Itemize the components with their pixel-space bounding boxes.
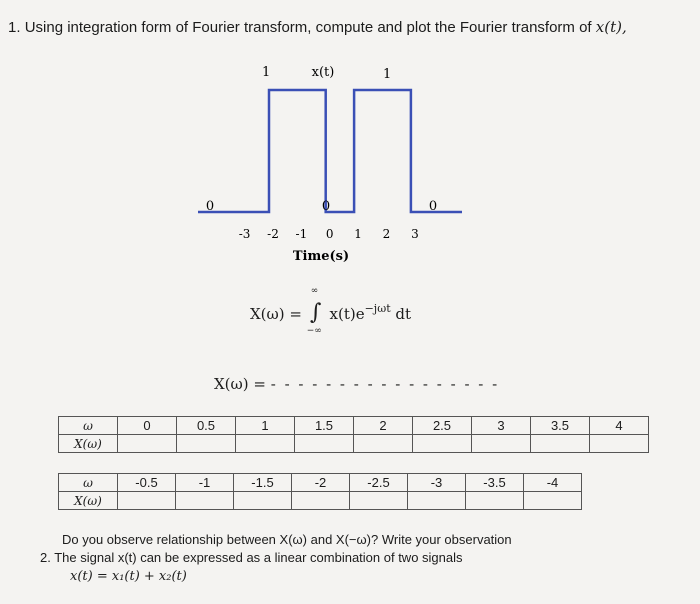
X-cell[interactable] xyxy=(354,435,413,453)
amplitude-label: 1 xyxy=(262,65,271,80)
x-tick-label: 3 xyxy=(411,227,419,241)
omega-cell: 3 xyxy=(472,417,531,435)
omega-cell: -4 xyxy=(524,474,582,492)
omega-cell: 4 xyxy=(590,417,649,435)
X-cell[interactable] xyxy=(118,492,176,510)
x-tick-label: -3 xyxy=(238,227,251,241)
omega-cell: 1 xyxy=(236,417,295,435)
question-2-text: The signal x(t) can be expressed as a linear combination of two signals xyxy=(54,550,463,565)
answer-blank: - - - - - - - - - - - - - - - - - xyxy=(270,375,500,393)
question-2 xyxy=(40,550,463,565)
omega-cell: 0 xyxy=(118,417,177,435)
table-header-omega: ω xyxy=(59,417,118,435)
X-cell[interactable] xyxy=(177,435,236,453)
omega-cell: -1.5 xyxy=(234,474,292,492)
fourier-integral-equation xyxy=(250,286,412,336)
X-cell[interactable] xyxy=(466,492,524,510)
X-cell[interactable] xyxy=(524,492,582,510)
question-1-number: 1. xyxy=(8,19,21,36)
X-cell[interactable] xyxy=(236,435,295,453)
integral-lower-limit: −∞ xyxy=(306,326,322,336)
question-2-number: 2. xyxy=(40,550,51,565)
x-tick-label: 1 xyxy=(354,227,362,241)
table-header-X: X(ω) xyxy=(59,492,118,510)
X-cell[interactable] xyxy=(292,492,350,510)
omega-cell: 1.5 xyxy=(295,417,354,435)
question-1-title xyxy=(8,18,627,36)
x-tick-label: -1 xyxy=(295,227,308,241)
plot-title: x(t) xyxy=(311,65,335,80)
X-cell[interactable] xyxy=(118,435,177,453)
blank-answer-equation xyxy=(214,375,499,393)
omega-cell: 3.5 xyxy=(531,417,590,435)
question-2-equation: x(t) = x₁(t) + x₂(t) xyxy=(70,569,187,584)
omega-cell: 0.5 xyxy=(177,417,236,435)
omega-cell: -2 xyxy=(292,474,350,492)
X-cell[interactable] xyxy=(472,435,531,453)
omega-cell: -3 xyxy=(408,474,466,492)
signal-waveform xyxy=(198,90,462,212)
X-cell[interactable] xyxy=(590,435,649,453)
equation-lhs: X(ω) = xyxy=(214,375,266,393)
observation-question: Do you observe relationship between X(ω) and X(−ω)? Write your observation xyxy=(62,532,512,547)
signal-plot xyxy=(190,58,480,268)
omega-cell: 2 xyxy=(354,417,413,435)
plot-xlabel: Time(s) xyxy=(292,249,350,264)
exponent: −jωt xyxy=(364,302,391,315)
zero-label: 0 xyxy=(428,199,438,214)
omega-cell: -1 xyxy=(176,474,234,492)
x-tick-label: 2 xyxy=(382,227,391,241)
table-header-omega: ω xyxy=(59,474,118,492)
zero-label: 0 xyxy=(321,199,331,214)
differential: dt xyxy=(390,305,412,323)
x-tick-label: -2 xyxy=(267,227,279,241)
question-1-math: x(t), xyxy=(595,18,627,36)
X-cell[interactable] xyxy=(234,492,292,510)
X-cell[interactable] xyxy=(350,492,408,510)
X-cell[interactable] xyxy=(295,435,354,453)
X-cell[interactable] xyxy=(413,435,472,453)
table-negative-omega xyxy=(58,473,582,510)
table-header-X: X(ω) xyxy=(59,435,118,453)
omega-cell: -3.5 xyxy=(466,474,524,492)
omega-cell: 2.5 xyxy=(413,417,472,435)
question-1-text: Using integration form of Fourier transform, compute and plot the Fourier transform of xyxy=(24,19,592,36)
X-cell[interactable] xyxy=(176,492,234,510)
X-cell[interactable] xyxy=(531,435,590,453)
integral-upper-limit: ∞ xyxy=(310,286,319,296)
equation-lhs: X(ω) = xyxy=(250,305,302,323)
omega-cell: -0.5 xyxy=(118,474,176,492)
X-cell[interactable] xyxy=(408,492,466,510)
zero-label: 0 xyxy=(205,199,215,214)
x-tick-label: 0 xyxy=(325,227,334,241)
omega-cell: -2.5 xyxy=(350,474,408,492)
integral-sign: ∫ xyxy=(310,300,322,325)
integrand: x(t)e xyxy=(329,305,365,323)
amplitude-label: 1 xyxy=(383,67,392,82)
table-positive-omega xyxy=(58,416,649,453)
